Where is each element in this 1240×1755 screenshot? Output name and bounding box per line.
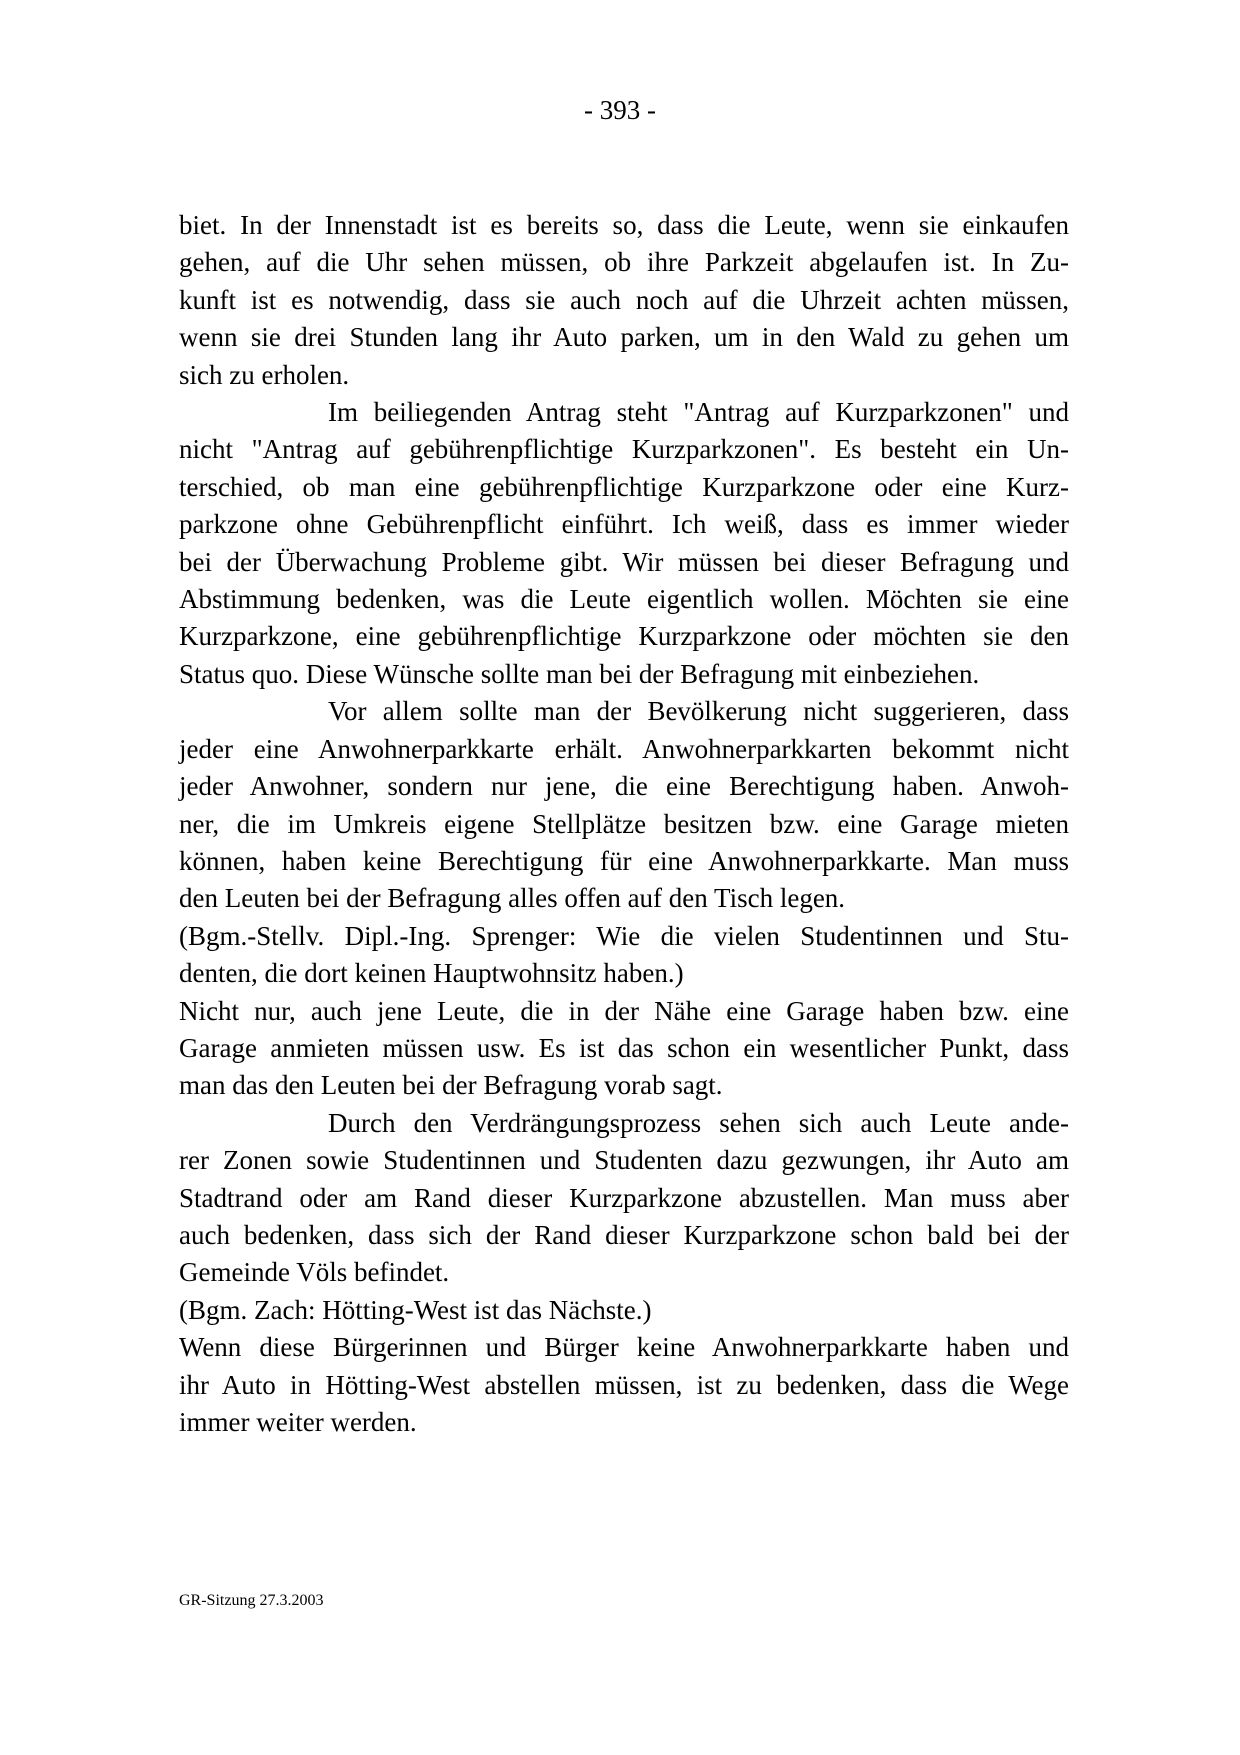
text-line: bei der Überwachung Probleme gibt. Wir müssen bei dieser Befragung und	[179, 546, 1069, 577]
paragraph-p3	[179, 693, 1069, 917]
text-line: Wenn diese Bürgerinnen und Bürger keine Anwohnerparkkarte haben und	[179, 1332, 1069, 1363]
text-line: auch bedenken, dass sich der Rand dieser Kurzparkzone schon bald bei der	[179, 1219, 1069, 1250]
text-line: rer Zonen sowie Studentinnen und Studenten dazu gezwungen, ihr Auto am	[179, 1145, 1069, 1176]
paragraph-p4	[179, 918, 1069, 993]
text-line: können, haben keine Berechtigung für eine Anwohnerparkkarte. Man muss	[179, 845, 1069, 876]
text-line: ihr Auto in Hötting-West abstellen müssen, ist zu bedenken, dass die Wege	[179, 1369, 1069, 1400]
paragraph-p6	[179, 1105, 1069, 1292]
text-line: Durch den Verdrängungsprozess sehen sich auch Leute ande-	[328, 1107, 1069, 1138]
text-line: terschied, ob man eine gebührenpflichtige Kurzparkzone oder eine Kurz-	[179, 471, 1069, 502]
text-line: Nicht nur, auch jene Leute, die in der Nähe eine Garage haben bzw. eine	[179, 995, 1069, 1026]
text-line: Gemeinde Völs befindet.	[179, 1257, 450, 1288]
paragraph-p2	[179, 394, 1069, 693]
text-line: Garage anmieten müssen usw. Es ist das schon ein wesentlicher Punkt, dass	[179, 1032, 1069, 1063]
text-line: (Bgm. Zach: Hötting-West ist das Nächste.)	[179, 1294, 652, 1325]
text-line: denten, die dort keinen Hauptwohnsitz haben.)	[179, 958, 684, 989]
text-line: kunft ist es notwendig, dass sie auch noch auf die Uhrzeit achten müssen,	[179, 284, 1069, 315]
text-line: den Leuten bei der Befragung alles offen auf den Tisch legen.	[179, 883, 846, 914]
text-line: jeder eine Anwohnerparkkarte erhält. Anwohnerparkkarten bekommt nicht	[179, 733, 1069, 764]
text-line: parkzone ohne Gebührenpflicht einführt. Ich weiß, dass es immer wieder	[179, 509, 1069, 540]
text-line: ner, die im Umkreis eigene Stellplätze besitzen bzw. eine Garage mieten	[179, 808, 1069, 839]
text-line: wenn sie drei Stunden lang ihr Auto parken, um in den Wald zu gehen um	[179, 322, 1069, 353]
text-line: biet. In der Innenstadt ist es bereits so, dass die Leute, wenn sie einkaufen	[179, 210, 1069, 240]
text-line: nicht "Antrag auf gebührenpflichtige Kurzparkzonen". Es besteht ein Un-	[179, 434, 1069, 465]
text-line: Status quo. Diese Wünsche sollte man bei der Befragung mit einbeziehen.	[179, 658, 980, 689]
footer: GR-Sitzung 27.3.2003	[179, 1592, 324, 1609]
text-line: Im beiliegenden Antrag steht "Antrag auf Kurzparkzonen" und	[328, 397, 1069, 428]
text-line: sich zu erholen.	[179, 359, 350, 390]
text-line: gehen, auf die Uhr sehen müssen, ob ihre Parkzeit abgelaufen ist. In Zu-	[179, 247, 1069, 278]
text-line: immer weiter werden.	[179, 1407, 417, 1437]
text-line: jeder Anwohner, sondern nur jene, die eine Berechtigung haben. Anwoh-	[179, 771, 1069, 802]
text-line: Stadtrand oder am Rand dieser Kurzparkzone abzustellen. Man muss aber	[179, 1182, 1069, 1213]
text-line: man das den Leuten bei der Befragung vorab sagt.	[179, 1070, 723, 1101]
paragraph-p1	[179, 207, 1069, 394]
text-line: Kurzparkzone, eine gebührenpflichtige Kurzparkzone oder möchten sie den	[179, 621, 1069, 652]
paragraph-p8	[179, 1329, 1069, 1441]
page-number: - 393 -	[584, 95, 656, 125]
body-text	[179, 207, 1069, 1441]
paragraph-p7	[179, 1292, 1069, 1329]
text-line: Vor allem sollte man der Bevölkerung nicht suggerieren, dass	[328, 696, 1069, 727]
text-line: Abstimmung bedenken, was die Leute eigentlich wollen. Möchten sie eine	[179, 584, 1069, 615]
paragraph-p5	[179, 993, 1069, 1105]
text-line: (Bgm.-Stellv. Dipl.-Ing. Sprenger: Wie die vielen Studentinnen und Stu-	[179, 920, 1069, 951]
